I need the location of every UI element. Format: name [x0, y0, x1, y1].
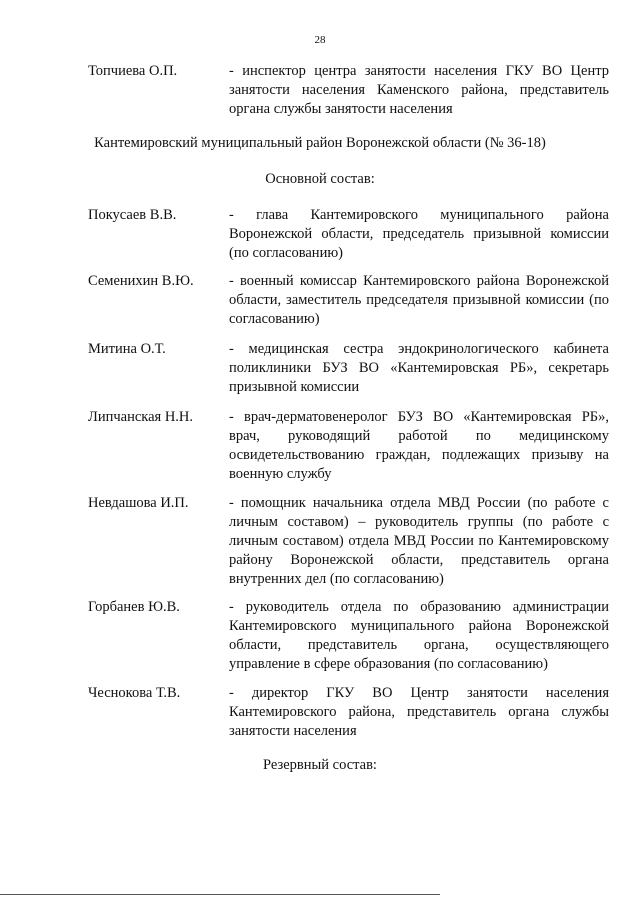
member-role: - глава Кантемировского муниципального района Воронежской области, председатель призывной комиссии (по согласованию): [229, 207, 609, 261]
member-role: - врач-дерматовенеролог БУЗ ВО «Кантемировская РБ», врач, руководящий работой по медицинскому освидетельствованию граждан, подлежащих призыву на военную службу: [229, 409, 609, 482]
member-name: Горбанев Ю.В.: [88, 599, 180, 615]
member-name: Семенихин В.Ю.: [88, 273, 194, 289]
member-role: - помощник начальника отдела МВД России (по работе с личным составом) – руководитель группы (по работе с личным составом) отдела МВД России по Кантемировскому району Воронежской области, представитель органа внутренних дел (по согласованию): [229, 495, 609, 587]
page-number: 28: [314, 34, 326, 46]
member-name: Невдашова И.П.: [88, 495, 189, 511]
member-name: Митина О.Т.: [88, 341, 166, 357]
member-role: - инспектор центра занятости населения ГКУ ВО Центр занятости населения Каменского района, представитель органа службы занятости населения: [229, 63, 609, 117]
member-role: - военный комиссар Кантемировского района Воронежской области, заместитель председателя призывной комиссии (по согласованию): [229, 273, 609, 327]
district-heading: Кантемировский муниципальный район Воронежской области (№ 36-18): [94, 135, 546, 151]
reserve-composition-heading: Резервный состав:: [263, 757, 377, 773]
member-role: - руководитель отдела по образованию администрации Кантемировского муниципального района Воронежской области, представитель органа, осуществляющего управление в сфере образования (по согласованию): [229, 599, 609, 672]
main-composition-heading: Основной состав:: [265, 171, 375, 187]
member-name: Чеснокова Т.В.: [88, 685, 181, 701]
member-role: - директор ГКУ ВО Центр занятости населения Кантемировского района, представитель органа службы занятости населения: [229, 685, 609, 739]
member-name: Покусаев В.В.: [88, 207, 177, 223]
member-name: Топчиева О.П.: [88, 63, 178, 79]
member-name: Липчанская Н.Н.: [88, 409, 194, 425]
member-role: - медицинская сестра эндокринологического кабинета поликлиники БУЗ ВО «Кантемировская РБ», секретарь призывной комиссии: [229, 341, 609, 395]
footer-rule: [0, 894, 440, 895]
